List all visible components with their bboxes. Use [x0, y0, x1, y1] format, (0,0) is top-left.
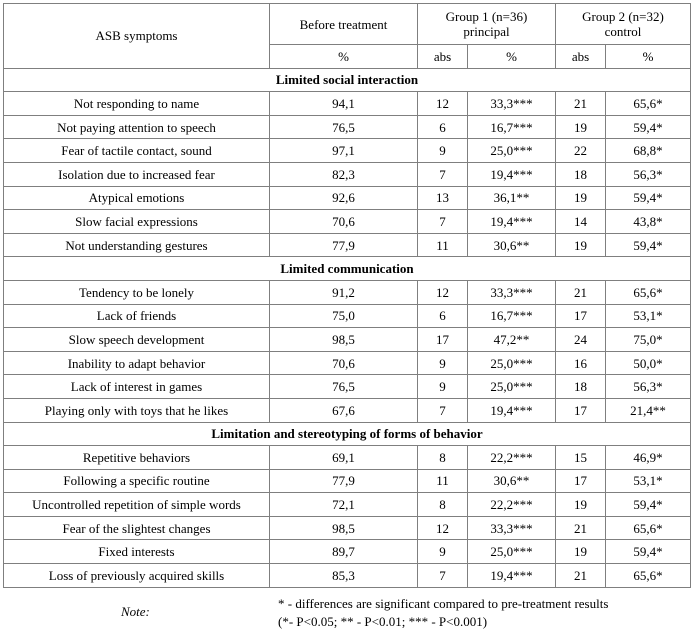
cell-group2-pct: 65,6* — [606, 280, 691, 304]
header-row — [4, 4, 691, 45]
cell-group1-abs: 8 — [418, 446, 468, 470]
table-row — [4, 233, 691, 257]
cell-symptom: Not paying attention to speech — [4, 115, 270, 139]
cell-group1-abs: 12 — [418, 516, 468, 540]
cell-group2-abs: 22 — [556, 139, 606, 163]
cell-group2-abs: 17 — [556, 398, 606, 422]
cell-group2-abs: 19 — [556, 493, 606, 517]
cell-group1-pct: 25,0*** — [468, 540, 556, 564]
note-label: Note: — [121, 604, 150, 619]
table-row — [4, 351, 691, 375]
table-row — [4, 493, 691, 517]
cell-group1-abs: 9 — [418, 375, 468, 399]
cell-before-pct: 92,6 — [270, 186, 418, 210]
cell-group1-abs: 11 — [418, 233, 468, 257]
cell-group1-pct: 33,3*** — [468, 516, 556, 540]
cell-group2-abs: 19 — [556, 233, 606, 257]
cell-group2-pct: 59,4* — [606, 540, 691, 564]
cell-before-pct: 75,0 — [270, 304, 418, 328]
cell-symptom: Atypical emotions — [4, 186, 270, 210]
cell-symptom: Fixed interests — [4, 540, 270, 564]
cell-before-pct: 98,5 — [270, 328, 418, 352]
header-group2 — [556, 4, 691, 45]
cell-group1-abs: 13 — [418, 186, 468, 210]
cell-before-pct: 70,6 — [270, 210, 418, 234]
cell-group1-pct: 30,6** — [468, 469, 556, 493]
cell-group1-pct: 19,4*** — [468, 398, 556, 422]
cell-before-pct: 89,7 — [270, 540, 418, 564]
header-symptoms: ASB symptoms — [4, 4, 270, 69]
cell-group1-abs: 8 — [418, 493, 468, 517]
cell-symptom: Not responding to name — [4, 92, 270, 116]
table-row — [4, 446, 691, 470]
cell-before-pct: 85,3 — [270, 564, 418, 588]
cell-group2-abs: 19 — [556, 540, 606, 564]
header-before-treatment: Before treatment — [270, 4, 418, 45]
cell-before-pct: 82,3 — [270, 162, 418, 186]
table-row — [4, 162, 691, 186]
cell-group1-abs: 9 — [418, 540, 468, 564]
header-group2-type: control — [604, 24, 642, 39]
note-line-1: * - differences are significant compared to pre-treatment results — [278, 596, 609, 611]
cell-group1-abs: 7 — [418, 398, 468, 422]
cell-group1-pct: 22,2*** — [468, 493, 556, 517]
cell-group2-pct: 53,1* — [606, 469, 691, 493]
cell-symptom: Repetitive behaviors — [4, 446, 270, 470]
cell-before-pct: 91,2 — [270, 280, 418, 304]
table-row — [4, 540, 691, 564]
header-group2-pct: % — [606, 45, 691, 69]
section-row — [4, 422, 691, 446]
cell-group2-pct: 56,3* — [606, 375, 691, 399]
cell-group2-pct: 59,4* — [606, 233, 691, 257]
table-row — [4, 375, 691, 399]
cell-group2-pct: 68,8* — [606, 139, 691, 163]
table-row — [4, 280, 691, 304]
cell-before-pct: 72,1 — [270, 493, 418, 517]
table-row — [4, 564, 691, 588]
header-group2-name: Group 2 (n=32) — [582, 9, 664, 24]
cell-group2-abs: 21 — [556, 516, 606, 540]
cell-group2-pct: 59,4* — [606, 186, 691, 210]
header-group1-name: Group 1 (n=36) — [445, 9, 528, 24]
cell-group1-abs: 6 — [418, 304, 468, 328]
cell-symptom: Slow speech development — [4, 328, 270, 352]
cell-group1-abs: 9 — [418, 351, 468, 375]
header-group1-type: principal — [463, 24, 510, 39]
cell-group2-pct: 59,4* — [606, 115, 691, 139]
table-row — [4, 398, 691, 422]
cell-group2-abs: 21 — [556, 92, 606, 116]
table-row — [4, 115, 691, 139]
table-row — [4, 92, 691, 116]
header-before-unit: % — [270, 45, 418, 69]
cell-group2-pct: 65,6* — [606, 92, 691, 116]
table-row — [4, 304, 691, 328]
cell-group1-pct: 36,1** — [468, 186, 556, 210]
cell-group1-pct: 16,7*** — [468, 115, 556, 139]
cell-before-pct: 67,6 — [270, 398, 418, 422]
cell-symptom: Inability to adapt behavior — [4, 351, 270, 375]
cell-symptom: Lack of friends — [4, 304, 270, 328]
cell-group1-pct: 25,0*** — [468, 351, 556, 375]
cell-group1-abs: 12 — [418, 92, 468, 116]
cell-before-pct: 94,1 — [270, 92, 418, 116]
cell-group2-abs: 17 — [556, 469, 606, 493]
cell-group1-pct: 33,3*** — [468, 280, 556, 304]
cell-group1-pct: 19,4*** — [468, 210, 556, 234]
cell-group2-abs: 21 — [556, 280, 606, 304]
table-row — [4, 210, 691, 234]
cell-group1-abs: 11 — [418, 469, 468, 493]
cell-group2-abs: 15 — [556, 446, 606, 470]
cell-symptom: Lack of interest in games — [4, 375, 270, 399]
table-body — [4, 68, 691, 587]
cell-group2-abs: 19 — [556, 115, 606, 139]
cell-group2-pct: 56,3* — [606, 162, 691, 186]
cell-group1-pct: 33,3*** — [468, 92, 556, 116]
cell-group1-pct: 19,4*** — [468, 564, 556, 588]
cell-group2-abs: 17 — [556, 304, 606, 328]
cell-group1-abs: 7 — [418, 564, 468, 588]
note-line-2: (*- P<0.05; ** - P<0.01; *** - P<0.001) — [278, 614, 488, 629]
cell-before-pct: 76,5 — [270, 115, 418, 139]
cell-before-pct: 98,5 — [270, 516, 418, 540]
cell-group1-abs: 7 — [418, 162, 468, 186]
asb-symptoms-table — [3, 3, 691, 588]
section-row — [4, 257, 691, 281]
cell-group1-abs: 7 — [418, 210, 468, 234]
cell-group1-pct: 25,0*** — [468, 375, 556, 399]
cell-symptom: Not understanding gestures — [4, 233, 270, 257]
cell-before-pct: 77,9 — [270, 469, 418, 493]
cell-group1-pct: 22,2*** — [468, 446, 556, 470]
header-group2-abs: abs — [556, 45, 606, 69]
cell-symptom: Fear of tactile contact, sound — [4, 139, 270, 163]
table-row — [4, 139, 691, 163]
cell-group1-pct: 16,7*** — [468, 304, 556, 328]
section-title: Limited communication — [4, 257, 691, 281]
table-note — [0, 593, 693, 632]
cell-group1-abs: 9 — [418, 139, 468, 163]
cell-group1-abs: 12 — [418, 280, 468, 304]
cell-group2-pct: 53,1* — [606, 304, 691, 328]
header-group1 — [418, 4, 556, 45]
header-group1-abs: abs — [418, 45, 468, 69]
cell-group2-abs: 24 — [556, 328, 606, 352]
cell-group1-abs: 6 — [418, 115, 468, 139]
cell-before-pct: 69,1 — [270, 446, 418, 470]
cell-group2-abs: 19 — [556, 186, 606, 210]
cell-symptom: Isolation due to increased fear — [4, 162, 270, 186]
cell-before-pct: 76,5 — [270, 375, 418, 399]
cell-symptom: Uncontrolled repetition of simple words — [4, 493, 270, 517]
table-row — [4, 186, 691, 210]
cell-group2-abs: 16 — [556, 351, 606, 375]
section-title: Limitation and stereotyping of forms of behavior — [4, 422, 691, 446]
cell-group2-pct: 59,4* — [606, 493, 691, 517]
cell-group2-abs: 14 — [556, 210, 606, 234]
cell-group2-pct: 21,4** — [606, 398, 691, 422]
cell-before-pct: 77,9 — [270, 233, 418, 257]
table-row — [4, 328, 691, 352]
table-row — [4, 516, 691, 540]
note-text — [278, 595, 608, 631]
cell-group1-abs: 17 — [418, 328, 468, 352]
cell-group1-pct: 19,4*** — [468, 162, 556, 186]
cell-group1-pct: 25,0*** — [468, 139, 556, 163]
cell-before-pct: 70,6 — [270, 351, 418, 375]
header-group1-pct: % — [468, 45, 556, 69]
cell-before-pct: 97,1 — [270, 139, 418, 163]
cell-group2-pct: 50,0* — [606, 351, 691, 375]
table-row — [4, 469, 691, 493]
section-title: Limited social interaction — [4, 68, 691, 92]
table-header — [4, 4, 691, 69]
cell-symptom: Loss of previously acquired skills — [4, 564, 270, 588]
cell-group2-abs: 18 — [556, 162, 606, 186]
cell-group1-pct: 30,6** — [468, 233, 556, 257]
cell-symptom: Slow facial expressions — [4, 210, 270, 234]
cell-group2-abs: 21 — [556, 564, 606, 588]
cell-group2-pct: 65,6* — [606, 516, 691, 540]
cell-group2-abs: 18 — [556, 375, 606, 399]
cell-symptom: Tendency to be lonely — [4, 280, 270, 304]
cell-group2-pct: 75,0* — [606, 328, 691, 352]
cell-symptom: Following a specific routine — [4, 469, 270, 493]
cell-symptom: Fear of the slightest changes — [4, 516, 270, 540]
cell-group1-pct: 47,2** — [468, 328, 556, 352]
section-row — [4, 68, 691, 92]
cell-group2-pct: 65,6* — [606, 564, 691, 588]
cell-symptom: Playing only with toys that he likes — [4, 398, 270, 422]
cell-group2-pct: 46,9* — [606, 446, 691, 470]
cell-group2-pct: 43,8* — [606, 210, 691, 234]
